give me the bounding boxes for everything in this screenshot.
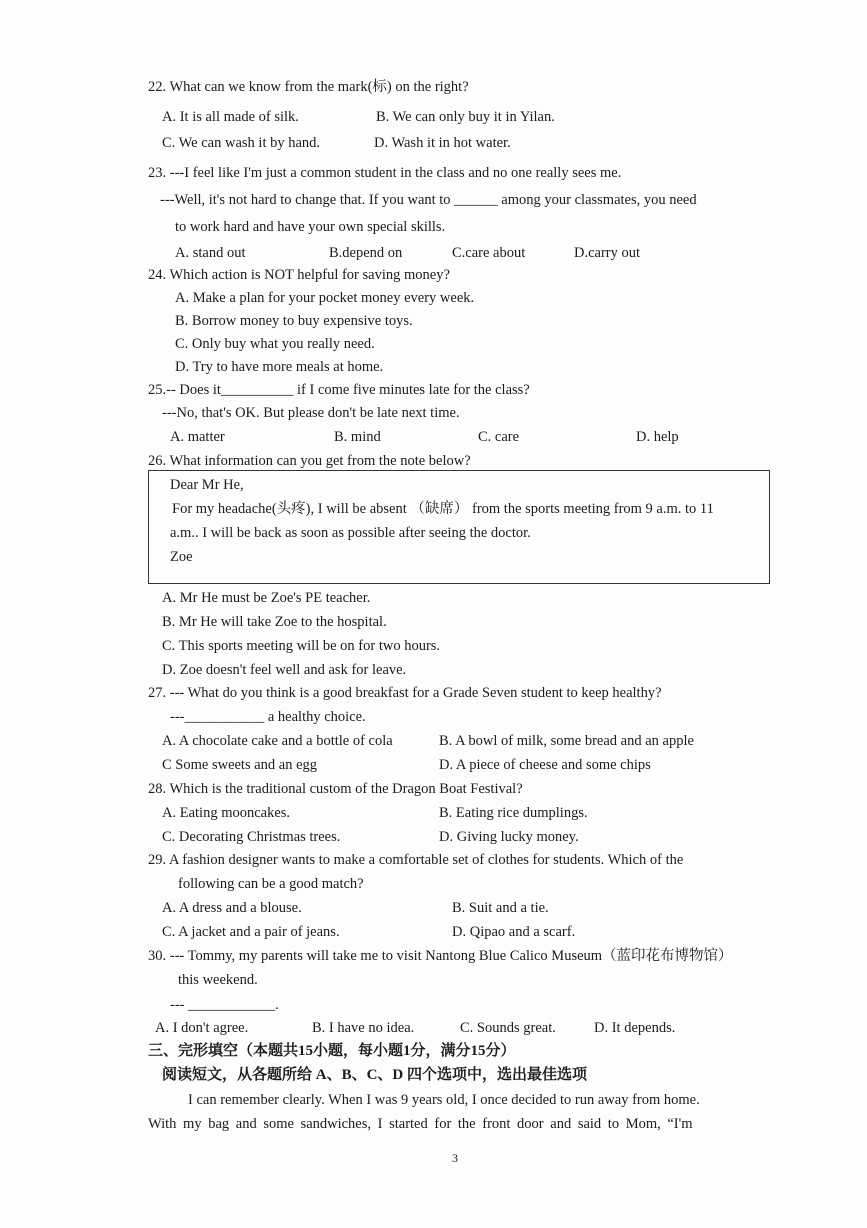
q22-option-d: D. Wash it in hot water. [374, 135, 511, 151]
q24-stem: 24. Which action is NOT helpful for saving money? [148, 267, 450, 283]
q30-line2: this weekend. [178, 972, 258, 988]
note-body-line1: For my headache(头疼), I will be absent （缺席） from the sports meeting from 9 a.m. to 11 [172, 501, 714, 517]
q22-option-a: A. It is all made of silk. [162, 109, 299, 125]
q28-stem: 28. Which is the traditional custom of the Dragon Boat Festival? [148, 781, 523, 797]
q29-option-d: D. Qipao and a scarf. [452, 924, 576, 940]
q23-option-c: C.care about [452, 245, 526, 261]
q24-option-a: A. Make a plan for your pocket money every week. [175, 290, 475, 306]
q28-option-c: C. Decorating Christmas trees. [162, 829, 341, 845]
q30-option-a: A. I don't agree. [155, 1020, 249, 1036]
section3-instruction: 阅读短文，从各题所给 A、B、C、D 四个选项中，选出最佳选项 [162, 1067, 588, 1083]
q23-option-d: D.carry out [574, 245, 641, 261]
q25-option-b: B. mind [334, 429, 381, 445]
q29-line2: following can be a good match? [178, 876, 364, 892]
q29-option-c: C. A jacket and a pair of jeans. [162, 924, 340, 940]
q23-line3: to work hard and have your own special skills. [175, 219, 446, 235]
q22-option-b: B. We can only buy it in Yilan. [376, 109, 555, 125]
q27-line2: ---___________ a healthy choice. [170, 709, 366, 725]
q26-option-d: D. Zoe doesn't feel well and ask for leave. [162, 662, 407, 678]
q28-option-d: D. Giving lucky money. [439, 829, 579, 845]
q23-stem: 23. ---I feel like I'm just a common student in the class and no one really sees me. [148, 165, 622, 181]
note-greeting: Dear Mr He, [170, 477, 244, 493]
page-number: 3 [452, 1151, 458, 1165]
q23-option-a: A. stand out [175, 245, 246, 261]
q27-stem: 27. --- What do you think is a good breakfast for a Grade Seven student to keep healthy? [148, 685, 662, 701]
q25-option-d: D. help [636, 429, 679, 445]
q23-line2: ---Well, it's not hard to change that. If you want to ______ among your classmates, you need [160, 192, 697, 208]
q25-stem: 25.-- Does it__________ if I come five minutes late for the class? [148, 382, 530, 398]
q24-option-c: C. Only buy what you really need. [175, 336, 375, 352]
q24-option-d: D. Try to have more meals at home. [175, 359, 384, 375]
note-body-line2: a.m.. I will be back as soon as possible after seeing the doctor. [170, 525, 531, 541]
note-signature: Zoe [170, 549, 193, 565]
q30-line3: --- ____________. [170, 997, 279, 1013]
q30-option-d: D. It depends. [594, 1020, 676, 1036]
section3-title: 三、完形填空（本题共15小题，每小题1分，满分15分） [148, 1043, 516, 1059]
q30-option-b: B. I have no idea. [312, 1020, 415, 1036]
q25-option-a: A. matter [170, 429, 225, 445]
q26-option-a: A. Mr He must be Zoe's PE teacher. [162, 590, 371, 606]
q25-line2: ---No, that's OK. But please don't be late next time. [162, 405, 460, 421]
q26-option-c: C. This sports meeting will be on for two hours. [162, 638, 441, 654]
q28-option-b: B. Eating rice dumplings. [439, 805, 588, 821]
q22-stem: 22. What can we know from the mark(标) on the right? [148, 79, 469, 95]
q23-option-b: B.depend on [329, 245, 403, 261]
passage-line2: With my bag and some sandwiches, I started for the front door and said to Mom, “I'm [148, 1116, 693, 1132]
q30-stem: 30. --- Tommy, my parents will take me to visit Nantong Blue Calico Museum（蓝印花布博物馆） [148, 948, 733, 964]
passage-line1: I can remember clearly. When I was 9 years old, I once decided to run away from home. [188, 1092, 700, 1108]
q29-stem: 29. A fashion designer wants to make a comfortable set of clothes for students. Which of the [148, 852, 684, 868]
q28-option-a: A. Eating mooncakes. [162, 805, 291, 821]
q27-option-b: B. A bowl of milk, some bread and an apple [439, 733, 694, 749]
q24-option-b: B. Borrow money to buy expensive toys. [175, 313, 413, 329]
q27-option-c: C Some sweets and an egg [162, 757, 318, 773]
q26-stem: 26. What information can you get from the note below? [148, 453, 471, 469]
q25-option-c: C. care [478, 429, 520, 445]
q27-option-d: D. A piece of cheese and some chips [439, 757, 651, 773]
q22-option-c: C. We can wash it by hand. [162, 135, 321, 151]
q29-option-b: B. Suit and a tie. [452, 900, 549, 916]
q27-option-a: A. A chocolate cake and a bottle of cola [162, 733, 393, 749]
q29-option-a: A. A dress and a blouse. [162, 900, 302, 916]
q30-option-c: C. Sounds great. [460, 1020, 556, 1036]
q26-option-b: B. Mr He will take Zoe to the hospital. [162, 614, 387, 630]
